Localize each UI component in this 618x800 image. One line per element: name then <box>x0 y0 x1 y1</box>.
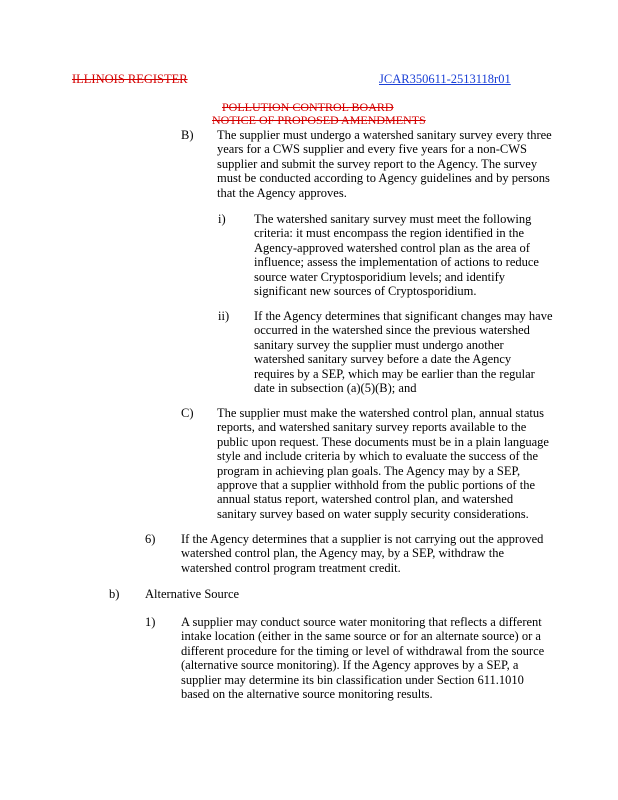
item-i-text <box>254 212 539 298</box>
text-line: sanitary survey the supplier must undergo another <box>254 337 504 352</box>
item-ii-label: ii) <box>218 309 230 323</box>
alternative-source-heading: Alternative Source <box>145 587 240 601</box>
text-line: If the Agency determines that significant changes may have <box>254 309 553 323</box>
paragraph-6-label: 6) <box>145 532 156 546</box>
text-line: different procedure for the timing or level of withdrawal from the source <box>181 643 545 658</box>
text-line: public upon request. These documents must be in a plain language <box>217 434 549 449</box>
text-line: significant new sources of Cryptosporidium. <box>254 284 477 299</box>
text-line: style and include criteria by which to evaluate the success of the <box>217 449 539 464</box>
text-line: The watershed sanitary survey must meet the following <box>254 212 532 226</box>
text-line: approve that a supplier withhold from the public portions of the <box>217 478 535 493</box>
text-line: (alternative source monitoring). If the Agency approves by a SEP, a <box>181 658 519 673</box>
text-line: requires by a SEP, which may be earlier than the regular <box>254 366 535 381</box>
subsection-c-text <box>217 406 549 521</box>
text-line: Agency-approved watershed control plan as the area of <box>254 240 530 255</box>
document-code[interactable]: JCAR350611-2513118r01 <box>379 72 511 86</box>
item-ii-text <box>254 309 553 395</box>
text-line: years for a CWS supplier and every five years for a non-CWS <box>217 142 527 157</box>
text-line: that the Agency approves. <box>217 185 347 200</box>
register-title: ILLINOIS REGISTER <box>72 72 188 86</box>
paragraph-6-text <box>181 532 543 575</box>
text-line: sanitary survey based on water supply security considerations. <box>217 506 529 521</box>
text-line: watershed control program treatment credit. <box>181 560 401 575</box>
subsection-b-lower-label: b) <box>109 587 120 601</box>
text-line: watershed sanitary survey before a date the Agency <box>254 352 512 367</box>
text-line: A supplier may conduct source water monitoring that reflects a different <box>181 615 542 629</box>
board-title: POLLUTION CONTROL BOARD <box>222 100 394 114</box>
paragraph-1-text <box>181 615 544 701</box>
text-line: If the Agency determines that a supplier is not carrying out the approved <box>181 532 544 546</box>
text-line: must be conducted according to Agency guidelines and by persons <box>217 171 550 186</box>
text-line: criteria: it must encompass the region identified in the <box>254 226 525 241</box>
text-line: The supplier must make the watershed control plan, annual status <box>217 406 544 420</box>
text-line: supplier may determine its bin classification under Section 611.1010 <box>181 672 524 687</box>
text-line: source water Cryptosporidium levels; and identify <box>254 269 505 284</box>
text-line: based on the alternative source monitoring results. <box>181 687 433 702</box>
item-i-label: i) <box>218 212 226 226</box>
text-line: program in achieving plan goals. The Agency may by a SEP, <box>217 463 521 478</box>
text-line: watershed control plan, the Agency may, by a SEP, withdraw the <box>181 546 505 561</box>
text-line: The supplier must undergo a watershed sanitary survey every three <box>217 128 552 142</box>
text-line: supplier and submit the survey report to the Agency. The survey <box>217 156 538 171</box>
subsection-b-label: B) <box>181 128 194 142</box>
subsection-b-text <box>217 128 552 200</box>
text-line: influence; assess the implementation of actions to reduce <box>254 255 539 270</box>
paragraph-1-label: 1) <box>145 615 156 629</box>
subsection-c-label: C) <box>181 406 194 420</box>
text-line: reports, and watershed sanitary survey reports available to the <box>217 420 527 435</box>
text-line: date in subsection (a)(5)(B); and <box>254 381 417 396</box>
text-line: annual status report, watershed control plan, and watershed <box>217 492 514 507</box>
text-line: intake location (either in the same source or for an alternate source) or a <box>181 629 541 644</box>
text-line: occurred in the watershed since the previous watershed <box>254 323 530 338</box>
notice-title: NOTICE OF PROPOSED AMENDMENTS <box>212 113 426 127</box>
